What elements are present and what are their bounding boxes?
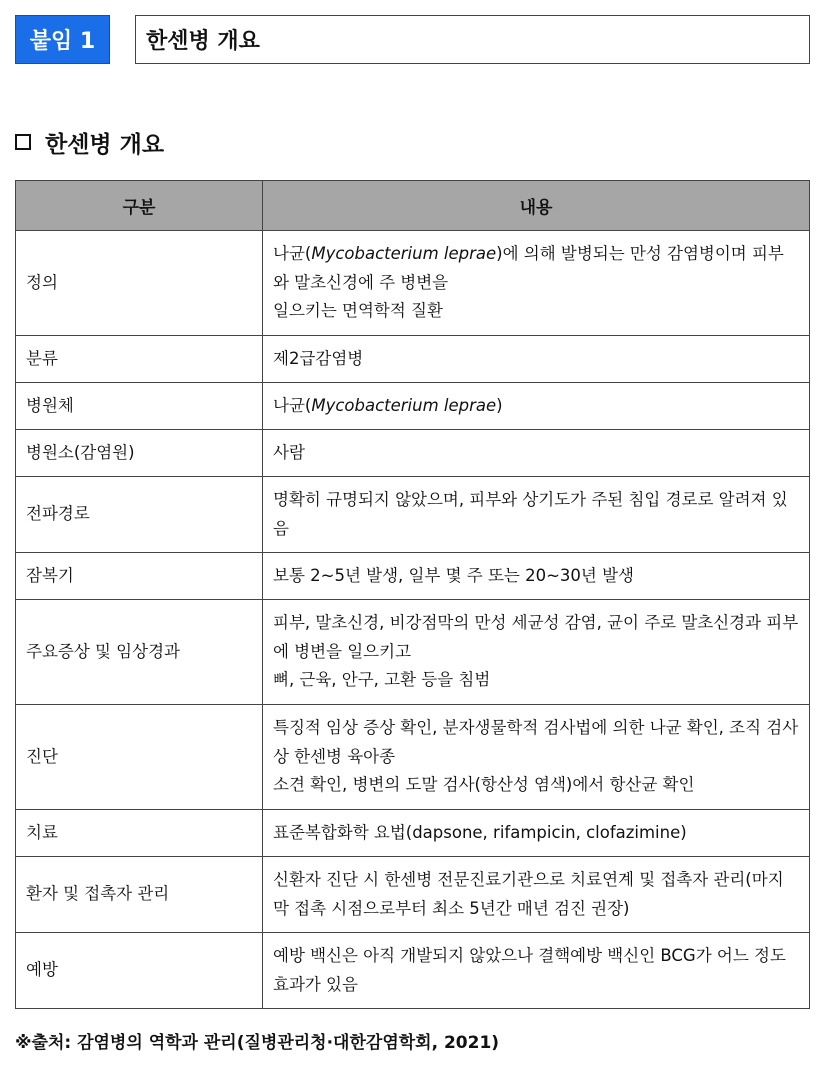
row-content: 예방 백신은 아직 개발되지 않았으나 결핵예방 백신인 BCG가 어느 정도 효과가 있음 (263, 933, 810, 1009)
row-content (263, 383, 810, 430)
row-content (263, 600, 810, 705)
section-title (15, 124, 164, 160)
content-suffix: )에 의해 발병되는 만성 감염병이며 피부와 말초신경에 주 병변을 (273, 244, 784, 292)
content-line1: 특징적 임상 증상 확인, 분자생물학적 검사법에 의한 나균 확인, 조직 검사상 한센병 육아종 (273, 718, 799, 766)
table-row (16, 231, 810, 336)
row-content (263, 705, 810, 810)
table-row (16, 600, 810, 705)
row-content: 표준복합화학 요법(dapsone, rifampicin, clofazimine) (263, 810, 810, 857)
content-line1: 피부, 말초신경, 비강점막의 만성 세균성 감염, 균이 주로 말초신경과 피부에 병변을 일으키고 (273, 613, 799, 661)
row-content: 사람 (263, 430, 810, 477)
table-row (16, 383, 810, 430)
row-content: 보통 2~5년 발생, 일부 몇 주 또는 20~30년 발생 (263, 553, 810, 600)
content-prefix: 나균( (273, 244, 312, 264)
row-category: 주요증상 및 임상경과 (16, 600, 263, 705)
table-header-row (16, 181, 810, 231)
row-category: 환자 및 접촉자 관리 (16, 857, 263, 933)
content-line2: 소견 확인, 병변의 도말 검사(항산성 염색)에서 항산균 확인 (273, 775, 695, 795)
row-category: 치료 (16, 810, 263, 857)
row-category: 잠복기 (16, 553, 263, 600)
document-title: 한센병 개요 (135, 15, 810, 64)
row-category: 병원체 (16, 383, 263, 430)
row-category: 진단 (16, 705, 263, 810)
overview-table (15, 180, 810, 1009)
section-title-text: 한센병 개요 (45, 131, 165, 158)
table-row (16, 810, 810, 857)
row-category: 전파경로 (16, 477, 263, 553)
source-citation: ※출처: 감염병의 역학과 관리(질병관리청·대한감염학회, 2021) (15, 1033, 500, 1053)
table-row (16, 336, 810, 383)
row-content: 명확히 규명되지 않았으며, 피부와 상기도가 주된 침입 경로로 알려져 있음 (263, 477, 810, 553)
row-category: 정의 (16, 231, 263, 336)
scientific-name: Mycobacterium leprae (311, 244, 497, 264)
row-category: 병원소(감염원) (16, 430, 263, 477)
table-row (16, 553, 810, 600)
content-suffix: ) (496, 395, 503, 415)
table-row (16, 705, 810, 810)
table-row (16, 857, 810, 933)
checkbox-square-icon (15, 134, 31, 150)
content-prefix: 나균( (273, 395, 312, 415)
table-row (16, 933, 810, 1009)
row-content (263, 231, 810, 336)
attachment-badge: 붙임 1 (15, 15, 110, 64)
content-line2: 뼈, 근육, 안구, 고환 등을 침범 (273, 670, 491, 690)
row-content: 제2급감염병 (263, 336, 810, 383)
content-line2: 일으키는 면역학적 질환 (273, 301, 443, 321)
header-category: 구분 (16, 181, 263, 231)
row-content: 신환자 진단 시 한센병 전문진료기관으로 치료연계 및 접촉자 관리(마지막 접촉 시점으로부터 최소 5년간 매년 검진 권장) (263, 857, 810, 933)
table-row (16, 430, 810, 477)
row-category: 예방 (16, 933, 263, 1009)
table-row (16, 477, 810, 553)
header-content: 내용 (263, 181, 810, 231)
scientific-name: Mycobacterium leprae (311, 395, 497, 415)
row-category: 분류 (16, 336, 263, 383)
